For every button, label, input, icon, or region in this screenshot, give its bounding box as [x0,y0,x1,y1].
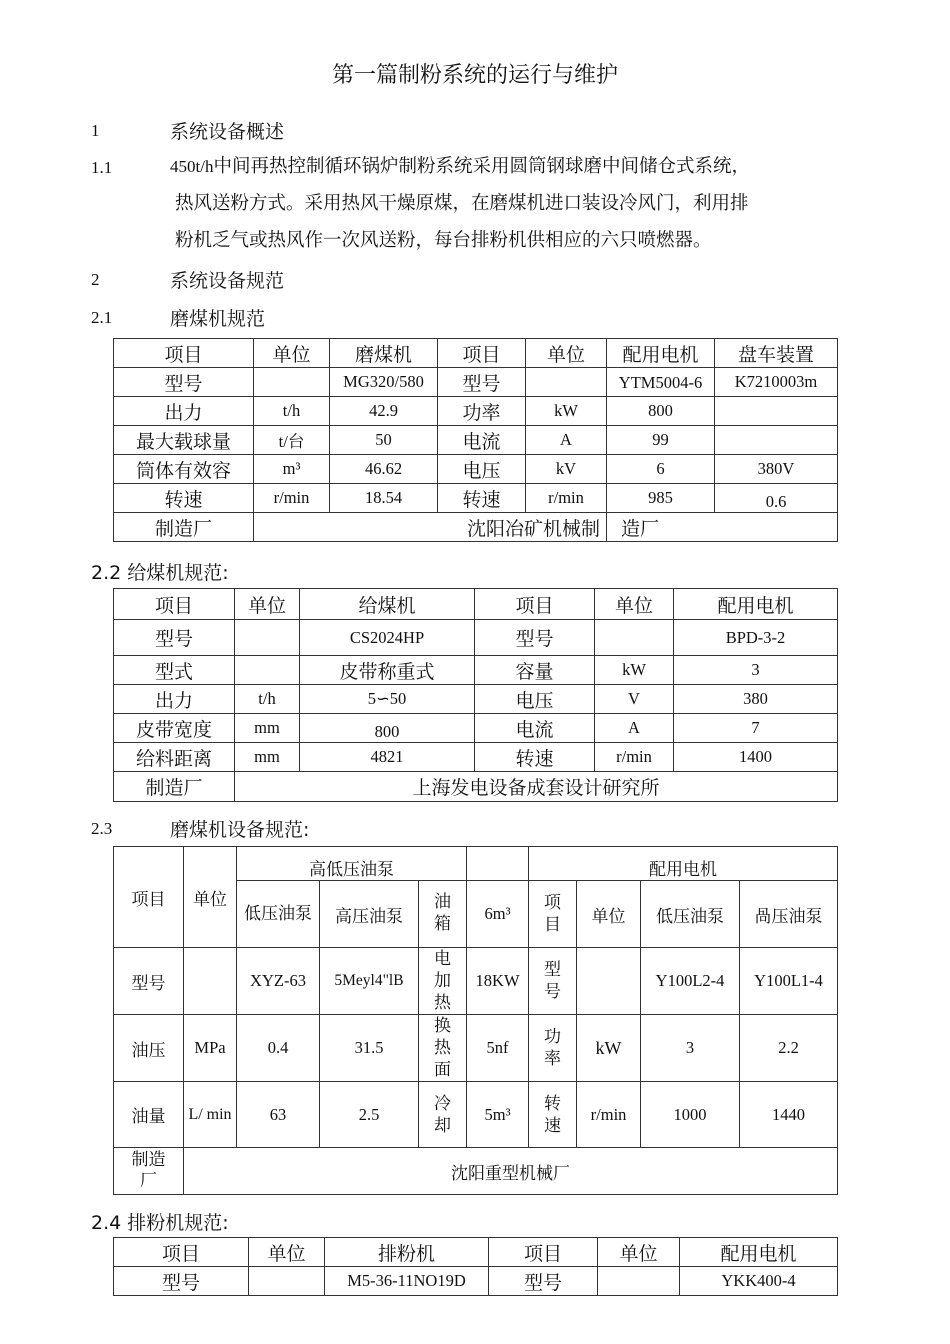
table-cell: V [595,685,674,714]
table-cell: 功率 [529,1015,577,1082]
table-cell: Y100L2-4 [641,948,740,1015]
mill-equipment-table [113,846,838,1195]
table-cell: MG320/580 [330,368,438,397]
table-cell: r/min [254,484,330,513]
table-cell: 3 [641,1015,740,1082]
subheader-cell: 低压油泵 [237,881,320,948]
table-cell: 18KW [467,948,529,1015]
table-row [114,1148,838,1195]
table-cell: m³ [254,455,330,484]
table-header-row [114,339,838,368]
table-cell: CS2024HP [300,620,475,656]
table-cell [577,948,641,1015]
header-cell: 项目 [438,339,526,368]
table-cell: 31.5 [320,1015,419,1082]
table-cell: 380V [715,455,838,484]
header-cell: 单位 [598,1238,680,1267]
table-cell: 转速 [529,1082,577,1148]
table-row [114,1267,838,1296]
table-cell: mm [235,743,300,772]
table-cell: 2.5 [320,1082,419,1148]
table-cell: kW [595,656,674,685]
header-cell: 项目 [114,1238,249,1267]
table-cell [526,368,607,397]
table-cell: t/h [235,685,300,714]
paragraph-line: 热风送粉方式。采用热风干燥原煤，在磨煤机进口装设冷风门，利用排 [175,193,749,214]
table-cell: 2.2 [740,1015,838,1082]
table-cell: t/h [254,397,330,426]
header-cell: 配用电机 [680,1238,838,1267]
table-row [114,426,838,455]
header-cell: 配用电机 [607,339,715,368]
subheader-cell: 6m³ [467,881,529,948]
table-cell: 电压 [475,685,595,714]
table-cell: r/min [526,484,607,513]
table-cell: XYZ-63 [237,948,320,1015]
table-row [114,620,838,656]
header-cell: 盘车装置 [715,339,838,368]
table-cell: 5nf [467,1015,529,1082]
heat-exchange-area-text: 换热面 [434,1016,452,1080]
header-cell: 单位 [526,339,607,368]
table-cell: 型式 [114,656,235,685]
section-number: 2.1 [91,308,113,327]
maker-cell: 造厂 [607,513,838,542]
table-cell: 冷却 [419,1082,467,1148]
table-cell [184,948,237,1015]
section-number: 2.3 [91,819,113,838]
header-cell: 项目 [114,847,184,948]
table-cell: kW [577,1015,641,1082]
table-row [114,948,838,1015]
table-cell [235,620,300,656]
table-cell: 1400 [674,743,838,772]
table-cell: 型号 [529,948,577,1015]
table-cell [254,368,330,397]
table-cell: BPD-3-2 [674,620,838,656]
table-cell: 转速 [475,743,595,772]
table-row [114,685,838,714]
maker-cell: 沈阳重型机械厂 [184,1148,838,1195]
table-cell: 50 [330,426,438,455]
section-heading: 系统设备规范 [170,270,285,292]
table-row [114,455,838,484]
table-cell: 型号 [438,368,526,397]
table-row [114,368,838,397]
table-cell: r/min [577,1082,641,1148]
header-cell: 单位 [249,1238,325,1267]
table-cell: 油量 [114,1082,184,1148]
table-row [114,1082,838,1148]
table-cell: 5Meyl4"lB [320,948,419,1015]
table-cell: r/min [595,743,674,772]
section-heading: 2.4 排粉机规范: [91,1212,229,1234]
table-cell: 7 [674,714,838,743]
table-header-row [114,589,838,620]
table-cell [607,368,715,397]
table-cell: 3 [674,656,838,685]
section-number: 2 [91,270,100,289]
table-cell: 4821 [300,743,475,772]
table-cell: 给料距离 [114,743,235,772]
table-cell: 转速 [114,484,254,513]
header-cell: 项目 [489,1238,598,1267]
table-cell: 型号 [114,620,235,656]
table-cell: 型号 [114,948,184,1015]
maker-cell: 上海发电设备成套设计研究所 [235,772,838,802]
subheader-cell: 咼压油泵 [740,881,838,948]
electric-heater-text: 电加热 [434,949,452,1013]
table-header-row [114,1238,838,1267]
table-cell: 1000 [641,1082,740,1148]
table-cell: A [526,426,607,455]
table-cell: 型号 [489,1267,598,1296]
table-cell: mm [235,714,300,743]
table-cell: 电压 [438,455,526,484]
table-cell: 型号 [114,1267,249,1296]
header-cell: 磨煤机 [330,339,438,368]
table-cell: 型号 [475,620,595,656]
table-row [114,772,838,802]
table-cell: t/台 [254,426,330,455]
table-cell: MPa [184,1015,237,1082]
table-cell: 5∽50 [300,685,475,714]
mill-spec-table [113,338,838,542]
table-cell: kV [526,455,607,484]
table-row [114,743,838,772]
table-row [114,513,838,542]
subheader-cell: 单位 [577,881,641,948]
empty-header-cell [467,847,529,881]
table-cell: 0.6 [715,484,838,513]
table-cell: 63 [237,1082,320,1148]
table-group-header-row [114,847,838,881]
table-cell: L/ min [184,1082,237,1148]
table-cell: YKK400-4 [680,1267,838,1296]
table-cell: A [595,714,674,743]
section-heading: 磨煤机规范 [170,308,266,330]
table-cell: 0.4 [237,1015,320,1082]
capacity-value: 450t/h [170,157,214,176]
group-header-cell: 高低压油泵 [237,847,467,881]
section-heading: 系统设备概述 [170,121,285,143]
section-number: 1.1 [91,158,113,177]
table-row [114,656,838,685]
table-cell: 电流 [438,426,526,455]
table-cell [235,656,300,685]
header-cell: 排粉机 [325,1238,489,1267]
table-cell: 18.54 [330,484,438,513]
table-cell: 油压 [114,1015,184,1082]
table-cell: 筒体有效容 [114,455,254,484]
table-cell [595,620,674,656]
table-cell [249,1267,325,1296]
subheader-cell: 高压油泵 [320,881,419,948]
table-cell: 1440 [740,1082,838,1148]
table-cell [419,1015,467,1082]
table-cell: M5-36-11NO19D [325,1267,489,1296]
table-cell: 转速 [438,484,526,513]
maker-cell: 沈阳冶矿机械制 [254,513,607,542]
table-row [114,397,838,426]
table-cell [715,397,838,426]
maker-label-cell: 制造厂 [114,772,235,802]
header-cell: 单位 [184,847,237,948]
motor-model-text: YTM5004-6 [618,373,703,390]
table-cell: K7210003m [715,368,838,397]
table-cell: 380 [674,685,838,714]
oil-tank-text: 油箱 [434,892,452,934]
header-cell: 项目 [475,589,595,620]
section-heading: 磨煤机设备规范: [170,819,310,841]
table-cell: 容量 [475,656,595,685]
table-cell: 5m³ [467,1082,529,1148]
table-row [114,1015,838,1082]
section-heading: 2.2 给煤机规范: [91,562,229,584]
table-cell: 46.62 [330,455,438,484]
maker-label-cell: 制造厂 [114,1148,184,1195]
page-title: 第一篇制粉系统的运行与维护 [331,63,618,88]
table-cell: 皮带称重式 [300,656,475,685]
header-cell: 单位 [235,589,300,620]
exhauster-spec-table [113,1237,838,1296]
table-cell: 6 [607,455,715,484]
subheader-cell: 项目 [529,881,577,948]
table-cell [598,1267,680,1296]
feeder-spec-table [113,588,838,802]
table-cell: 800 [607,397,715,426]
section-number: 1 [91,121,100,140]
table-cell: 出力 [114,685,235,714]
table-cell: 型号 [114,368,254,397]
table-cell: 985 [607,484,715,513]
table-row [114,484,838,513]
table-cell: 99 [607,426,715,455]
paragraph-text: 中间再热控制循环锅炉制粉系统采用圆筒钢球磨中间储仓式系统， [213,156,750,177]
table-row [114,714,838,743]
header-cell: 项目 [114,589,235,620]
header-cell: 给煤机 [300,589,475,620]
table-cell: Y100L1-4 [740,948,838,1015]
table-cell [715,426,838,455]
subheader-cell: 低压油泵 [641,881,740,948]
maker-label-cell: 制造厂 [114,513,254,542]
header-cell: 项目 [114,339,254,368]
header-cell: 单位 [595,589,674,620]
table-cell: 42.9 [330,397,438,426]
table-cell: 800 [300,714,475,743]
paragraph-line [170,148,750,185]
header-cell: 单位 [254,339,330,368]
table-cell: 最大载球量 [114,426,254,455]
table-cell: 功率 [438,397,526,426]
subheader-cell [419,881,467,948]
table-cell: kW [526,397,607,426]
group-header-cell: 配用电机 [529,847,838,881]
table-cell: 电流 [475,714,595,743]
header-cell: 配用电机 [674,589,838,620]
table-cell [419,948,467,1015]
table-cell: 出力 [114,397,254,426]
paragraph-line: 粉机乏气或热风作一次风送粉，每台排粉机供相应的六只喷燃器。 [175,230,712,251]
table-cell: 皮带宽度 [114,714,235,743]
